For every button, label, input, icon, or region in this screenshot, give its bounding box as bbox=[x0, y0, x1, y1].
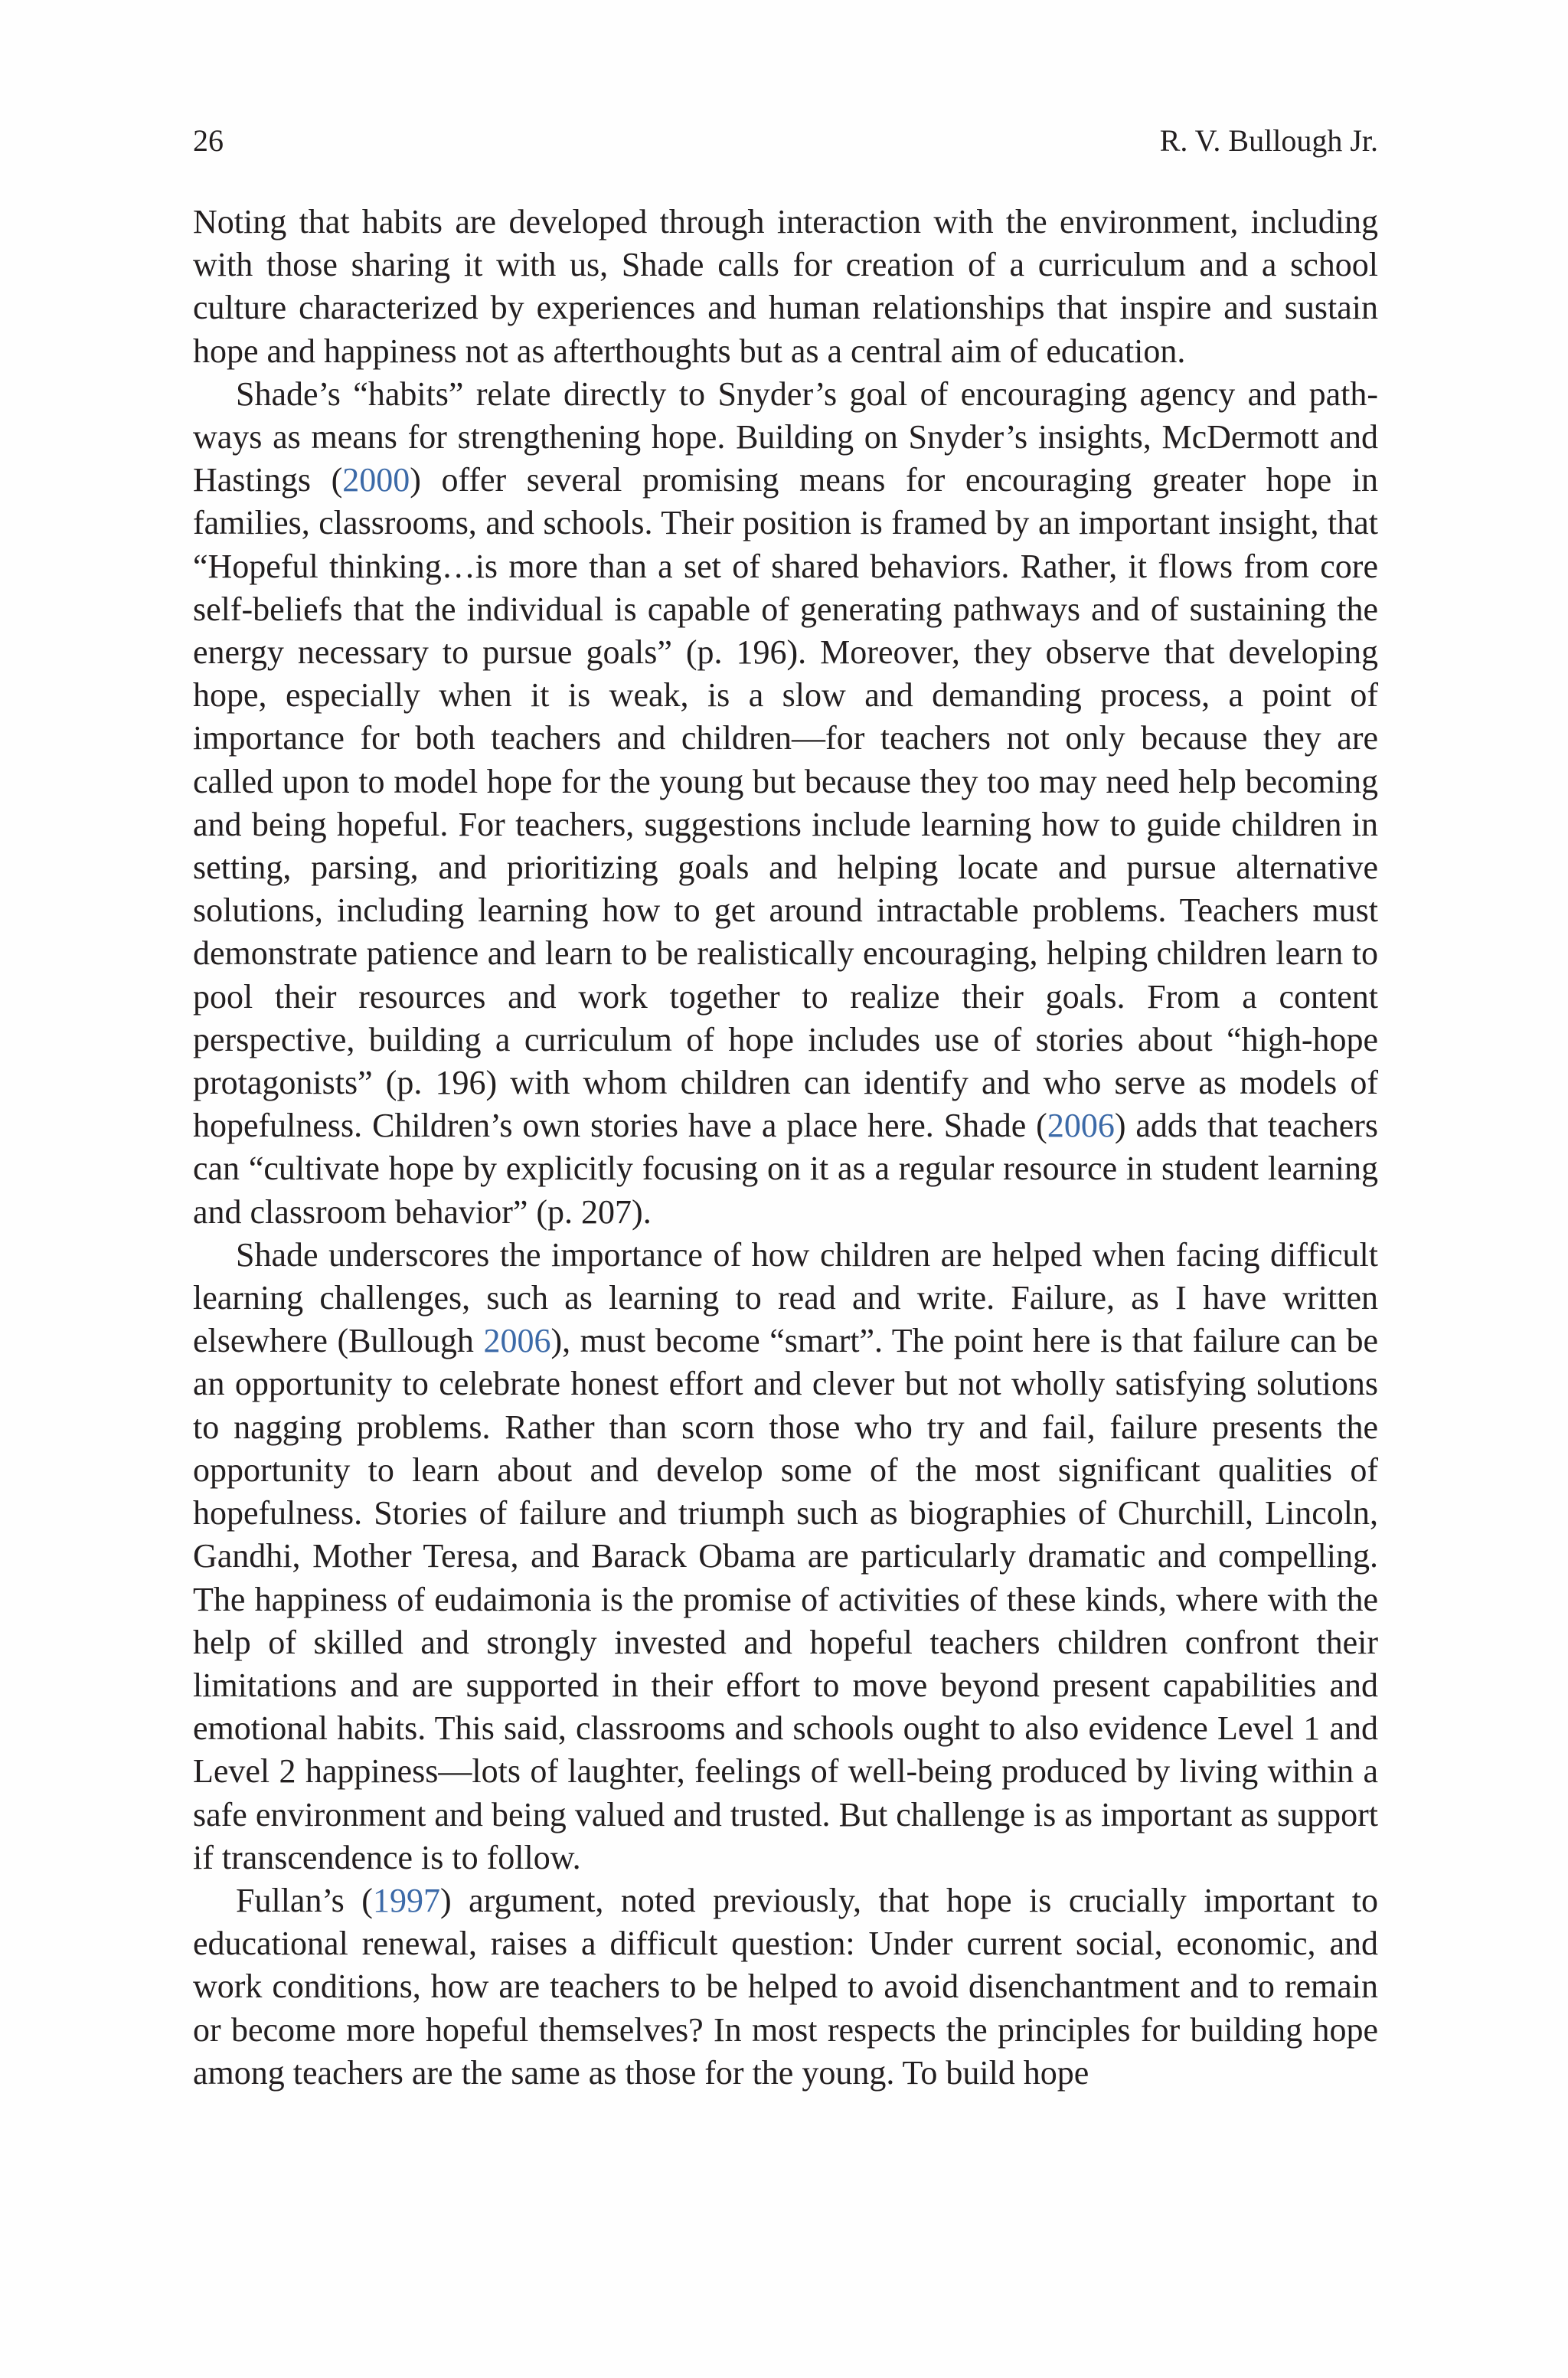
paragraph-2-text-3: ) adds that teachers can “cultivate hope by explicitly focusing on it as a regular resource in student learning and classroom behavior” (p. 207). bbox=[193, 1107, 1378, 1231]
paragraph-3-text-2: ), must become “smart”. The point here is that failure can be an opportunity to celebrate honest effort and clever but not wholly satisfying solutions to nagging problems. Rather than scorn those who try and fail, failure presents the opportunity to learn about and develop some of the most significant qualities of hopefulness. Stories of failure and triumph such as biographies of Churchill, Lincoln, Gandhi, Mother Teresa, and Barack Obama are particularly dramatic and compelling. The happiness of eudaimonia is the promise of activities of these kinds, where with the help of skilled and strongly invested and hopeful teachers children confront their limitations and are supported in their effort to move beyond present capabilities and emotional habits. This said, classrooms and schools ought to also evidence Level 1 and Level 2 happiness—lots of laughter, feelings of well-being produced by living within a safe environment and being valued and trusted. But challenge is as important as support if transcendence is to follow. bbox=[193, 1322, 1378, 1876]
page-number: 26 bbox=[193, 123, 224, 158]
paragraph-2-text-1: Shade’s “habits” relate directly to Snyder’s goal of encouraging agency and pathways as means for strengthening hope. Building on Snyder’s insights, McDermott and Hastings ( bbox=[193, 375, 1378, 499]
body-text bbox=[193, 201, 1378, 2095]
citation-link-mcdermott-hastings[interactable]: 2000 bbox=[342, 461, 410, 499]
paragraph-4 bbox=[193, 1879, 1378, 2095]
paragraph-1-text: Noting that habits are developed through interaction with the environment, including with those sharing it with us, Shade calls for creation of a curriculum and a school culture characterized by experiences and human relationships that inspire and sustain hope and happiness not as afterthoughts but as a central aim of education. bbox=[193, 203, 1378, 370]
paragraph-1 bbox=[193, 201, 1378, 373]
paragraph-4-text-2: ) argument, noted previously, that hope is crucially important to educational renewal, raises a difficult question: Under current social, economic, and work conditions, how are teachers to be helped to avoid disenchantment and to remain or become more hopeful themselves? In most respects the principles for building hope among teachers are the same as those for the young. To build hope bbox=[193, 1881, 1378, 2092]
running-head-author: R. V. Bullough Jr. bbox=[1159, 123, 1378, 158]
citation-link-fullan[interactable]: 1997 bbox=[372, 1881, 440, 1919]
paragraph-3-text-1: Shade underscores the importance of how children are helped when facing difficult learning challenges, such as learning to read and write. Failure, as I have written elsewhere (Bullough bbox=[193, 1235, 1378, 1360]
paragraph-3 bbox=[193, 1234, 1378, 1879]
paragraph-2-text-2: ) offer several promising means for encouraging greater hope in families, classrooms, and schools. Their position is framed by an important insight, that “Hopeful thinking…is more than a set of shared behaviors. Rather, it flows from core self-beliefs that the individual is capable of generating pathways and of sustaining the energy necessary to pursue goals” (p. 196). Moreover, they observe that developing hope, especially when it is weak, is a slow and demanding process, a point of importance for both teachers and children—for teachers not only because they are called upon to model hope for the young but because they too may need help becoming and being hopeful. For teachers, suggestions include learning how to guide children in setting, parsing, and prioritizing goals and helping locate and pursue alternative solutions, including learning how to get around intractable problems. Teachers must demonstrate patience and learn to be realistically encouraging, helping children learn to pool their resources and work together to realize their goals. From a content perspective, building a curriculum of hope includes use of stories about “high-hope protagonists” (p. 196) with whom children can identify and who serve as models of hopefulness. Children’s own stories have a place here. Shade ( bbox=[193, 461, 1378, 1145]
citation-link-bullough[interactable]: 2006 bbox=[483, 1322, 551, 1360]
citation-link-shade[interactable]: 2006 bbox=[1047, 1107, 1115, 1145]
paragraph-4-text-1: Fullan’s ( bbox=[236, 1881, 373, 1919]
paragraph-2 bbox=[193, 373, 1378, 1234]
running-head bbox=[193, 123, 1378, 161]
